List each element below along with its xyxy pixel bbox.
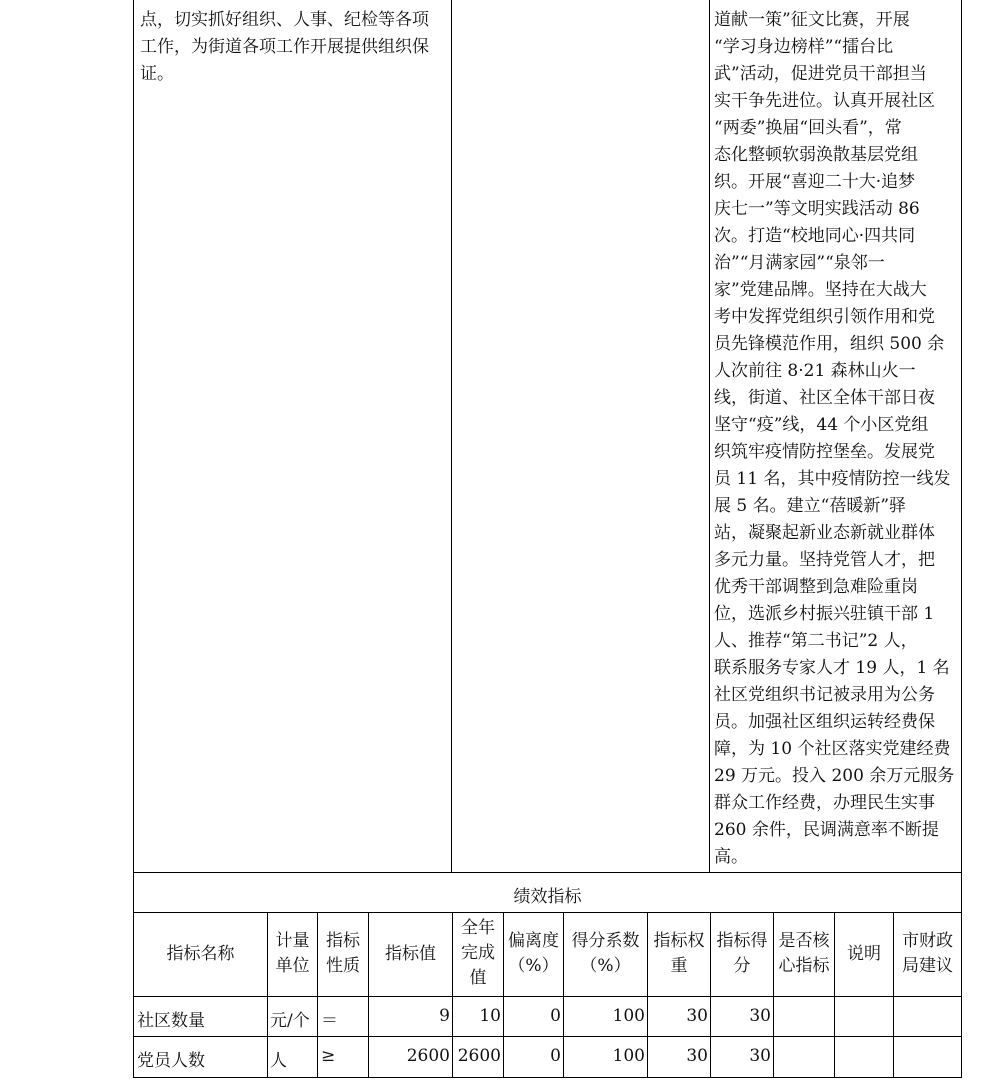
header-deviation: 偏离度 （%）	[508, 931, 559, 976]
header-unit: 计量 单位	[275, 931, 310, 976]
text-line: 考中发挥党组织引领作用和党	[714, 307, 935, 327]
cell-score: 30	[749, 1006, 771, 1026]
left-paragraph	[140, 7, 448, 88]
text-line: 态化整顿软弱涣散基层党组	[714, 145, 918, 165]
row-divider	[133, 912, 962, 913]
text-line: 织。开展“喜迎二十大·追梦	[714, 172, 916, 192]
text-line: 次。打造“校地同心·四共同	[714, 226, 916, 246]
cell-unit: 人	[270, 1051, 287, 1071]
cell-weight: 30	[686, 1046, 708, 1066]
header-score-coefficient: 得分系数 （%）	[571, 931, 640, 976]
text-line: “学习身边榜样”“擂台比	[714, 37, 894, 57]
text-line: 点，切实抓好组织、人事、纪检等各项	[140, 10, 429, 30]
right-paragraph	[714, 7, 959, 871]
cell-deviation: 0	[550, 1046, 561, 1066]
text-line: 道献一策”征文比赛，开展	[714, 10, 910, 30]
text-line: 线，街道、社区全体干部日夜	[714, 388, 935, 408]
text-line: 29 万元。投入 200 余万元服务	[714, 766, 955, 786]
cell-score: 30	[749, 1046, 771, 1066]
text-line: 位，选派乡村振兴驻镇干部 1	[714, 604, 935, 624]
header-target-value: 指标值	[385, 944, 436, 964]
text-line: 优秀干部调整到急难险重岗	[714, 577, 918, 597]
row-divider	[133, 872, 962, 873]
text-line: 展 5 名。建立“蓓暖新”驿	[714, 496, 907, 516]
text-line: 员先锋模范作用，组织 500 余	[714, 334, 945, 354]
text-line: 人、推荐“第二书记”2 人，	[714, 631, 918, 651]
header-finance-suggestion: 市财政 局建议	[902, 931, 953, 976]
column-divider	[834, 912, 835, 1078]
cell-nature: ＝	[321, 1011, 338, 1031]
text-line: 家”党建品牌。坚持在大战大	[714, 280, 927, 300]
text-line: 庆七一”等文明实践活动 86	[714, 199, 920, 219]
header-description: 说明	[847, 944, 881, 964]
header-annual-completion: 全年 完成 值	[461, 918, 495, 988]
text-line: 实干争先进位。认真开展社区	[714, 91, 935, 111]
text-line: 260 余件，民调满意率不断提	[714, 820, 939, 840]
cell-nature: ≥	[321, 1046, 336, 1066]
column-divider	[709, 0, 710, 872]
header-core-indicator: 是否核 心指标	[778, 931, 830, 976]
text-line: 织筑牢疫情防控堡垒。发展党	[714, 442, 935, 462]
performance-title: 绩效指标	[513, 887, 582, 907]
text-line: 多元力量。坚持党管人才，把	[714, 550, 935, 570]
row-divider	[133, 996, 962, 997]
cell-unit: 元/个	[270, 1011, 310, 1031]
text-line: 群众工作经费，办理民生实事	[714, 793, 935, 813]
cell-deviation: 0	[550, 1006, 561, 1026]
table-border-bottom	[133, 1077, 962, 1078]
cell-indicator-name: 党员人数	[137, 1051, 205, 1071]
header-score: 指标得 分	[716, 931, 768, 976]
text-line: 站，凝聚起新业态新就业群体	[714, 523, 935, 543]
row-divider	[133, 1036, 962, 1037]
text-line: 员。加强社区组织运转经费保	[714, 712, 935, 732]
cell-indicator-name: 社区数量	[137, 1011, 205, 1031]
cell-annual-completion: 2600	[457, 1046, 501, 1066]
text-line: 员 11 名，其中疫情防控一线发	[714, 469, 951, 489]
text-line: 证。	[140, 64, 174, 84]
text-line: 联系服务专家人才 19 人，1 名	[714, 658, 950, 678]
cell-annual-completion: 10	[479, 1006, 501, 1026]
text-line: 坚守“疫”线，44 个小区党组	[714, 415, 929, 435]
text-line: 社区党组织书记被录用为公务	[714, 685, 935, 705]
text-line: 治”“月满家园”“泉邻一	[714, 253, 885, 273]
text-line: 人次前往 8·21 森林山火一	[714, 361, 916, 381]
cell-target-value: 2600	[406, 1046, 450, 1066]
cell-weight: 30	[686, 1006, 708, 1026]
cell-score-coefficient: 100	[612, 1046, 645, 1066]
cell-score-coefficient: 100	[612, 1006, 645, 1026]
header-nature: 指标 性质	[326, 931, 360, 976]
text-line: 工作，为街道各项工作开展提供组织保	[140, 37, 429, 57]
header-weight: 指标权 重	[653, 931, 705, 976]
text-line: “两委”换届“回头看”，常	[714, 118, 902, 138]
text-line: 障，为 10 个社区落实党建经费	[714, 739, 951, 759]
column-divider	[451, 0, 452, 872]
table-border-right	[961, 0, 962, 1078]
table-border-left	[133, 0, 134, 1078]
cell-target-value: 9	[439, 1006, 450, 1026]
text-line: 高。	[714, 847, 748, 867]
header-indicator-name: 指标名称	[166, 944, 235, 964]
text-line: 武”活动，促进党员干部担当	[714, 64, 927, 84]
